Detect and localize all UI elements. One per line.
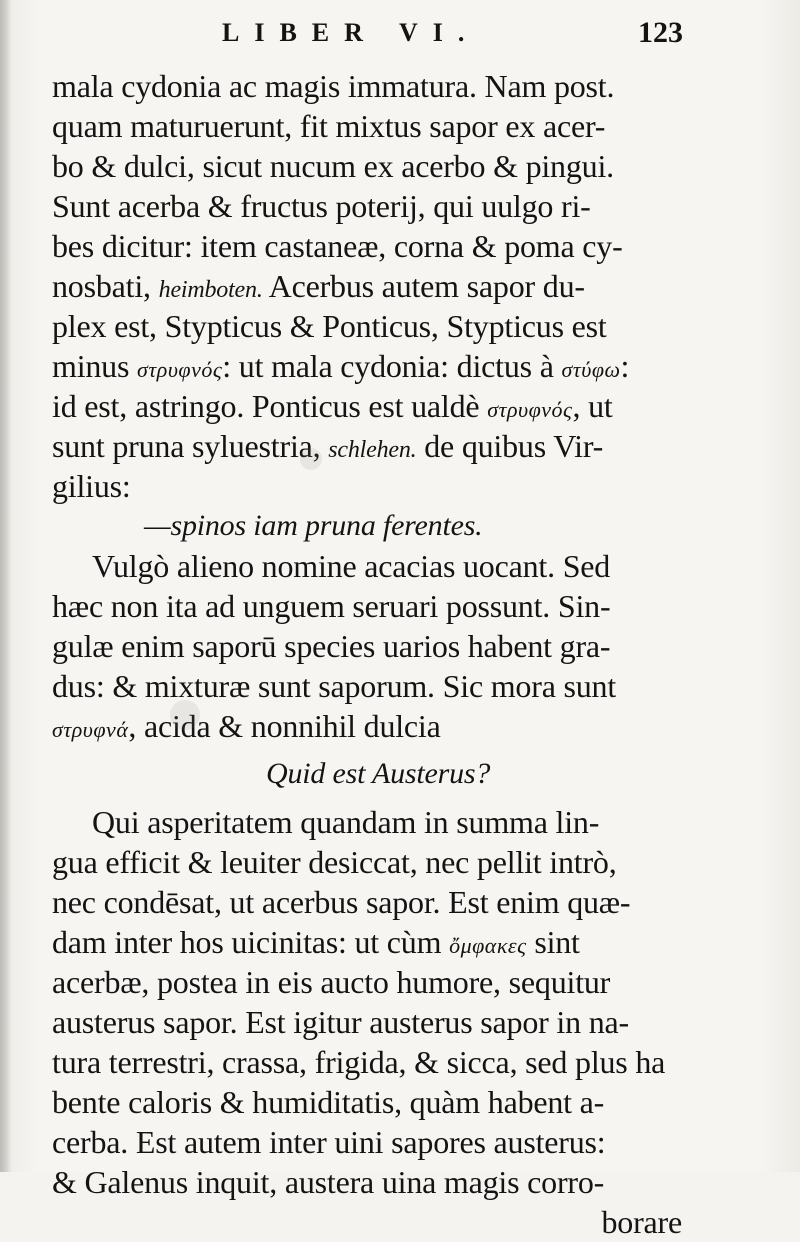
text-segment: cerba. Est autem inter uini sapores austerus:	[52, 1124, 606, 1160]
text-line	[52, 922, 692, 962]
text-segment: Vulgò alieno nomine acacias uocant. Sed	[92, 548, 611, 584]
text-segment: nec condēsat, ut acerbus sapor. Est enim quæ-	[52, 884, 631, 920]
text-line	[52, 1002, 692, 1042]
text-line	[52, 882, 692, 922]
text-line	[52, 186, 692, 226]
text-line	[52, 346, 692, 386]
catchword: borare	[601, 1204, 682, 1240]
vernacular-gloss: heimboten.	[158, 277, 263, 303]
text-segment: mala cydonia ac magis immatura. Nam post.	[52, 68, 615, 104]
text-line	[52, 626, 692, 666]
text-segment: , ut	[572, 388, 613, 424]
section-heading: Quid est Austerus?	[266, 757, 491, 790]
running-head: LIBER VI.	[222, 18, 480, 47]
text-segment: sunt pruna syluestria,	[52, 428, 329, 464]
verse-quote: —spinos iam pruna ferentes.	[144, 509, 483, 542]
text-segment: de quibus Vir-	[416, 428, 604, 464]
greek-word: ὄμφακες	[449, 933, 527, 958]
text-segment: sint	[526, 924, 580, 960]
text-line	[52, 1162, 692, 1202]
page-number: 123	[638, 16, 683, 49]
text-segment: dam inter hos uicinitas: ut cùm	[52, 924, 450, 960]
text-line	[52, 306, 692, 346]
text-line	[52, 962, 692, 1002]
text-line	[52, 226, 692, 266]
vernacular-gloss: schlehen.	[328, 437, 417, 463]
paper-stain	[300, 448, 322, 470]
text-segment: :	[620, 348, 630, 384]
text-segment: acerbæ, postea in eis aucto humore, sequitur	[52, 964, 611, 1000]
text-segment: id est, astringo. Ponticus est ualdè	[52, 388, 488, 424]
text-line	[52, 586, 692, 626]
gutter-shadow	[0, 0, 12, 1172]
text-line	[52, 546, 692, 586]
paper-stain	[170, 700, 200, 730]
text-segment: hæc non ita ad unguem seruari possunt. Sin-	[52, 588, 611, 624]
paragraph-3	[52, 802, 692, 1202]
text-segment: gulæ enim saporū species uarios habent gra-	[52, 628, 611, 664]
text-segment: bente caloris & humiditatis, quàm habent a-	[52, 1084, 605, 1120]
text-line	[52, 266, 692, 306]
text-line	[52, 426, 692, 466]
text-line	[52, 842, 692, 882]
text-segment: bo & dulci, sicut nucum ex acerbo & pingui.	[52, 148, 614, 184]
text-line	[52, 666, 692, 706]
text-segment: nosbati,	[52, 268, 159, 304]
text-line	[52, 1082, 692, 1122]
text-segment: Acerbus autem sapor du-	[262, 268, 585, 304]
text-segment: & Galenus inquit, austera uina magis corro-	[52, 1164, 605, 1200]
text-line	[52, 106, 692, 146]
text-block	[52, 66, 692, 1242]
text-segment: Sunt acerba & fructus poterij, qui uulgo ri-	[52, 188, 591, 224]
page-header	[60, 14, 685, 54]
greek-word: στρυφνά	[52, 717, 129, 742]
text-segment: , acida & nonnihil dulcia	[128, 708, 441, 744]
text-segment: austerus sapor. Est igitur austerus sapor in na-	[52, 1004, 629, 1040]
text-segment: minus	[52, 348, 138, 384]
greek-word: στύφω	[561, 357, 621, 382]
text-segment: gua efficit & leuiter desiccat, nec pellit intrò,	[52, 844, 617, 880]
text-segment: Qui asperitatem quandam in summa lin-	[92, 804, 600, 840]
text-segment: gilius:	[52, 468, 131, 504]
text-line	[52, 66, 692, 106]
paragraph-1	[52, 66, 692, 506]
text-line	[52, 706, 692, 746]
text-segment: tura terrestri, crassa, frigida, & sicca, sed plus ha	[52, 1044, 666, 1080]
text-line	[52, 386, 692, 426]
text-segment: dus: & mixturæ sunt saporum. Sic mora sunt	[52, 668, 617, 704]
paragraph-2	[52, 546, 692, 746]
greek-word: στρυφνός	[137, 357, 223, 382]
text-line	[52, 1122, 692, 1162]
text-line	[52, 146, 692, 186]
text-segment: plex est, Stypticus & Ponticus, Stypticus est	[52, 308, 607, 344]
text-segment: bes dicitur: item castaneæ, corna & poma cy-	[52, 228, 623, 264]
text-line	[52, 466, 692, 506]
text-line	[52, 802, 692, 842]
text-segment: quam maturuerunt, fit mixtus sapor ex acer-	[52, 108, 606, 144]
text-segment: : ut mala cydonia: dictus à	[222, 348, 562, 384]
greek-word: στρυφνός	[487, 397, 573, 422]
text-line	[52, 1042, 692, 1082]
